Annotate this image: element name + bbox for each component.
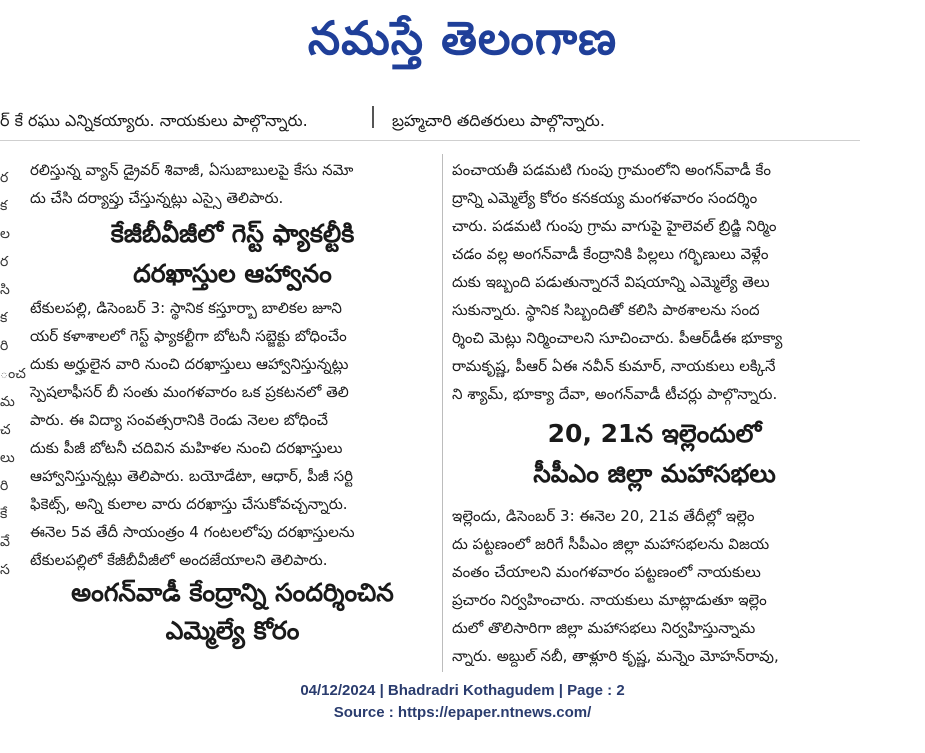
text-line: టేకులపల్లిలో కేజీబీవీజీలో అందజేయాలని తెలిపారు. (30, 551, 328, 569)
right-column (452, 156, 857, 670)
text-line: సుకున్నారు. స్థానిక సిబ్బందితో కలిసి పాఠశాలను సంద (452, 301, 760, 319)
text-line: ని శ్యామ్, భూక్యా దేవా, అంగన్‌వాడీ టీచర్లు పాల్గొన్నారు. (452, 385, 778, 403)
text-line: ర్శించి మెట్లు నిర్మించాలని సూచించారు. పీఆర్‌డీఈ భూక్యా (452, 329, 783, 347)
left-column (30, 156, 435, 650)
newspaper-clipping (0, 84, 860, 672)
footer-source-link[interactable]: Source : https://epaper.ntnews.com/ (333, 704, 592, 721)
text-line: దు పట్టణంలో జరిగే సీపీఎం జిల్లా మహాసభలను విజయ (452, 535, 770, 553)
text-line: పారు. ఈ విద్యా సంవత్సరానికి రెండు నెలల బోధించే (30, 411, 329, 429)
text-line: వంతం చేయాలని మంగళవారం పట్టణంలో నాయకులు (452, 563, 761, 581)
column-rule (442, 154, 443, 672)
top-strip (0, 84, 860, 141)
text-line: స్పెషలాఫీసర్ బీ సంతు మంగళవారం ఒక ప్రకటనలో తెలి (30, 383, 349, 401)
headline: ఎమ్మెల్యే కోరం (165, 616, 300, 645)
top-strip-right-line: బ్రహ్మచారి తదితరులు పాల్గొన్నారు. (392, 111, 605, 130)
text-line: ఈనెల 5వ తేదీ సాయంత్రం 4 గంటలలోపు దరఖాస్తులను (30, 523, 355, 541)
column-divider (372, 106, 374, 128)
text-line: చడం వల్ల అంగన్‌వాడీ కేంద్రానికి పిల్లలు గర్భిణులు వెళ్లేం (452, 245, 769, 263)
headline: కేజీబీవీజీలో గెస్ట్ ఫ్యాకల్టీకి (110, 219, 355, 248)
text-line: దుకు ఇబ్బంది పడుతున్నారనే విషయాన్ని ఎమ్మెల్యే తెలు (452, 273, 770, 291)
text-line: రలిస్తున్న వ్యాన్ డ్రైవర్ శివాజీ, ఏసుబాబులపై కేసు నమో (30, 161, 354, 179)
headline: దరఖాస్తుల ఆహ్వానం (133, 259, 332, 288)
text-line: ఇల్లెందు, డిసెంబర్ 3: ఈనెల 20, 21వ తేదీల్లో ఇల్లెం (452, 507, 755, 525)
masthead (0, 0, 925, 80)
headline: అంగన్‌వాడీ కేంద్రాన్ని సందర్శించిన (71, 578, 394, 607)
headline: సీపీఎం జిల్లా మహాసభలు (533, 459, 776, 488)
text-line: చారు. పడమటి గుంపు గ్రామ వాగుపై హైలెవల్ బ్రిడ్జి నిర్మిం (452, 217, 777, 235)
text-line: యర్ కళాశాలలో గెస్ట్ ఫ్యాకల్టీగా బోటనీ సబ్జెక్టు బోధించేం (30, 327, 347, 345)
text-line: దుకు పీజీ బోటనీ చదివిన మహిళల నుంచి దరఖాస్తులు (30, 439, 343, 457)
headline: 20, 21న ఇల్లెందులో (547, 419, 762, 448)
text-line: దులో తొలిసారిగా జిల్లా మహాసభలు నిర్వహిస్తున్నామ (452, 619, 756, 637)
newspaper-title: నమస్తే తెలంగాణ (307, 11, 618, 65)
text-line: న్నారు. అబ్దుల్ నబీ, తాళ్లూరి కృష్ణ, మన్నెం మోహన్‌రావు, (452, 647, 779, 665)
text-line: ద్రాన్ని ఎమ్మెల్యే కోరం కనకయ్య మంగళవారం సందర్శిం (452, 189, 758, 207)
text-line: పంచాయతీ పడమటి గుంపు గ్రామంలోని అంగన్‌వాడీ కేం (452, 161, 771, 179)
text-line: ప్రచారం నిర్వహించారు. నాయకులు మాట్లాడుతూ ఇల్లెం (452, 591, 767, 609)
footer (0, 680, 925, 724)
text-line: టేకులపల్లి, డిసెంబర్ 3: స్థానిక కస్తూర్బా బాలికల జూని (30, 299, 342, 317)
text-line: దుకు అర్హులైన వారి నుంచి దరఖాస్తులు ఆహ్వానిస్తున్నట్లు (30, 355, 349, 373)
left-edge-fragments: ర క ల ర సి క రి ంచ మ చ లు రి కే వే స (0, 170, 26, 578)
text-line: దు చేసి దర్యాప్తు చేస్తున్నట్లు ఎస్సై తెలిపారు. (30, 189, 284, 207)
text-line: ఫికెట్స్, అన్ని కులాల వారు దరఖాస్తు చేసుకోవచ్చన్నారు. (30, 495, 348, 513)
top-strip-left-line: ర్ కే రఘు ఎన్నికయ్యారు. నాయకులు పాల్గొన్నారు. (0, 111, 308, 130)
text-line: రామకృష్ణ, పీఆర్ ఏఈ నవీన్ కుమార్, నాయకులు లక్కినే (452, 357, 776, 375)
footer-date-page: 04/12/2024 | Bhadradri Kothagudem | Page : 2 (300, 682, 625, 699)
text-line: ఆహ్వానిస్తున్నట్లు తెలిపారు. బయోడేటా, ఆధార్, పీజీ సర్టి (30, 467, 354, 485)
